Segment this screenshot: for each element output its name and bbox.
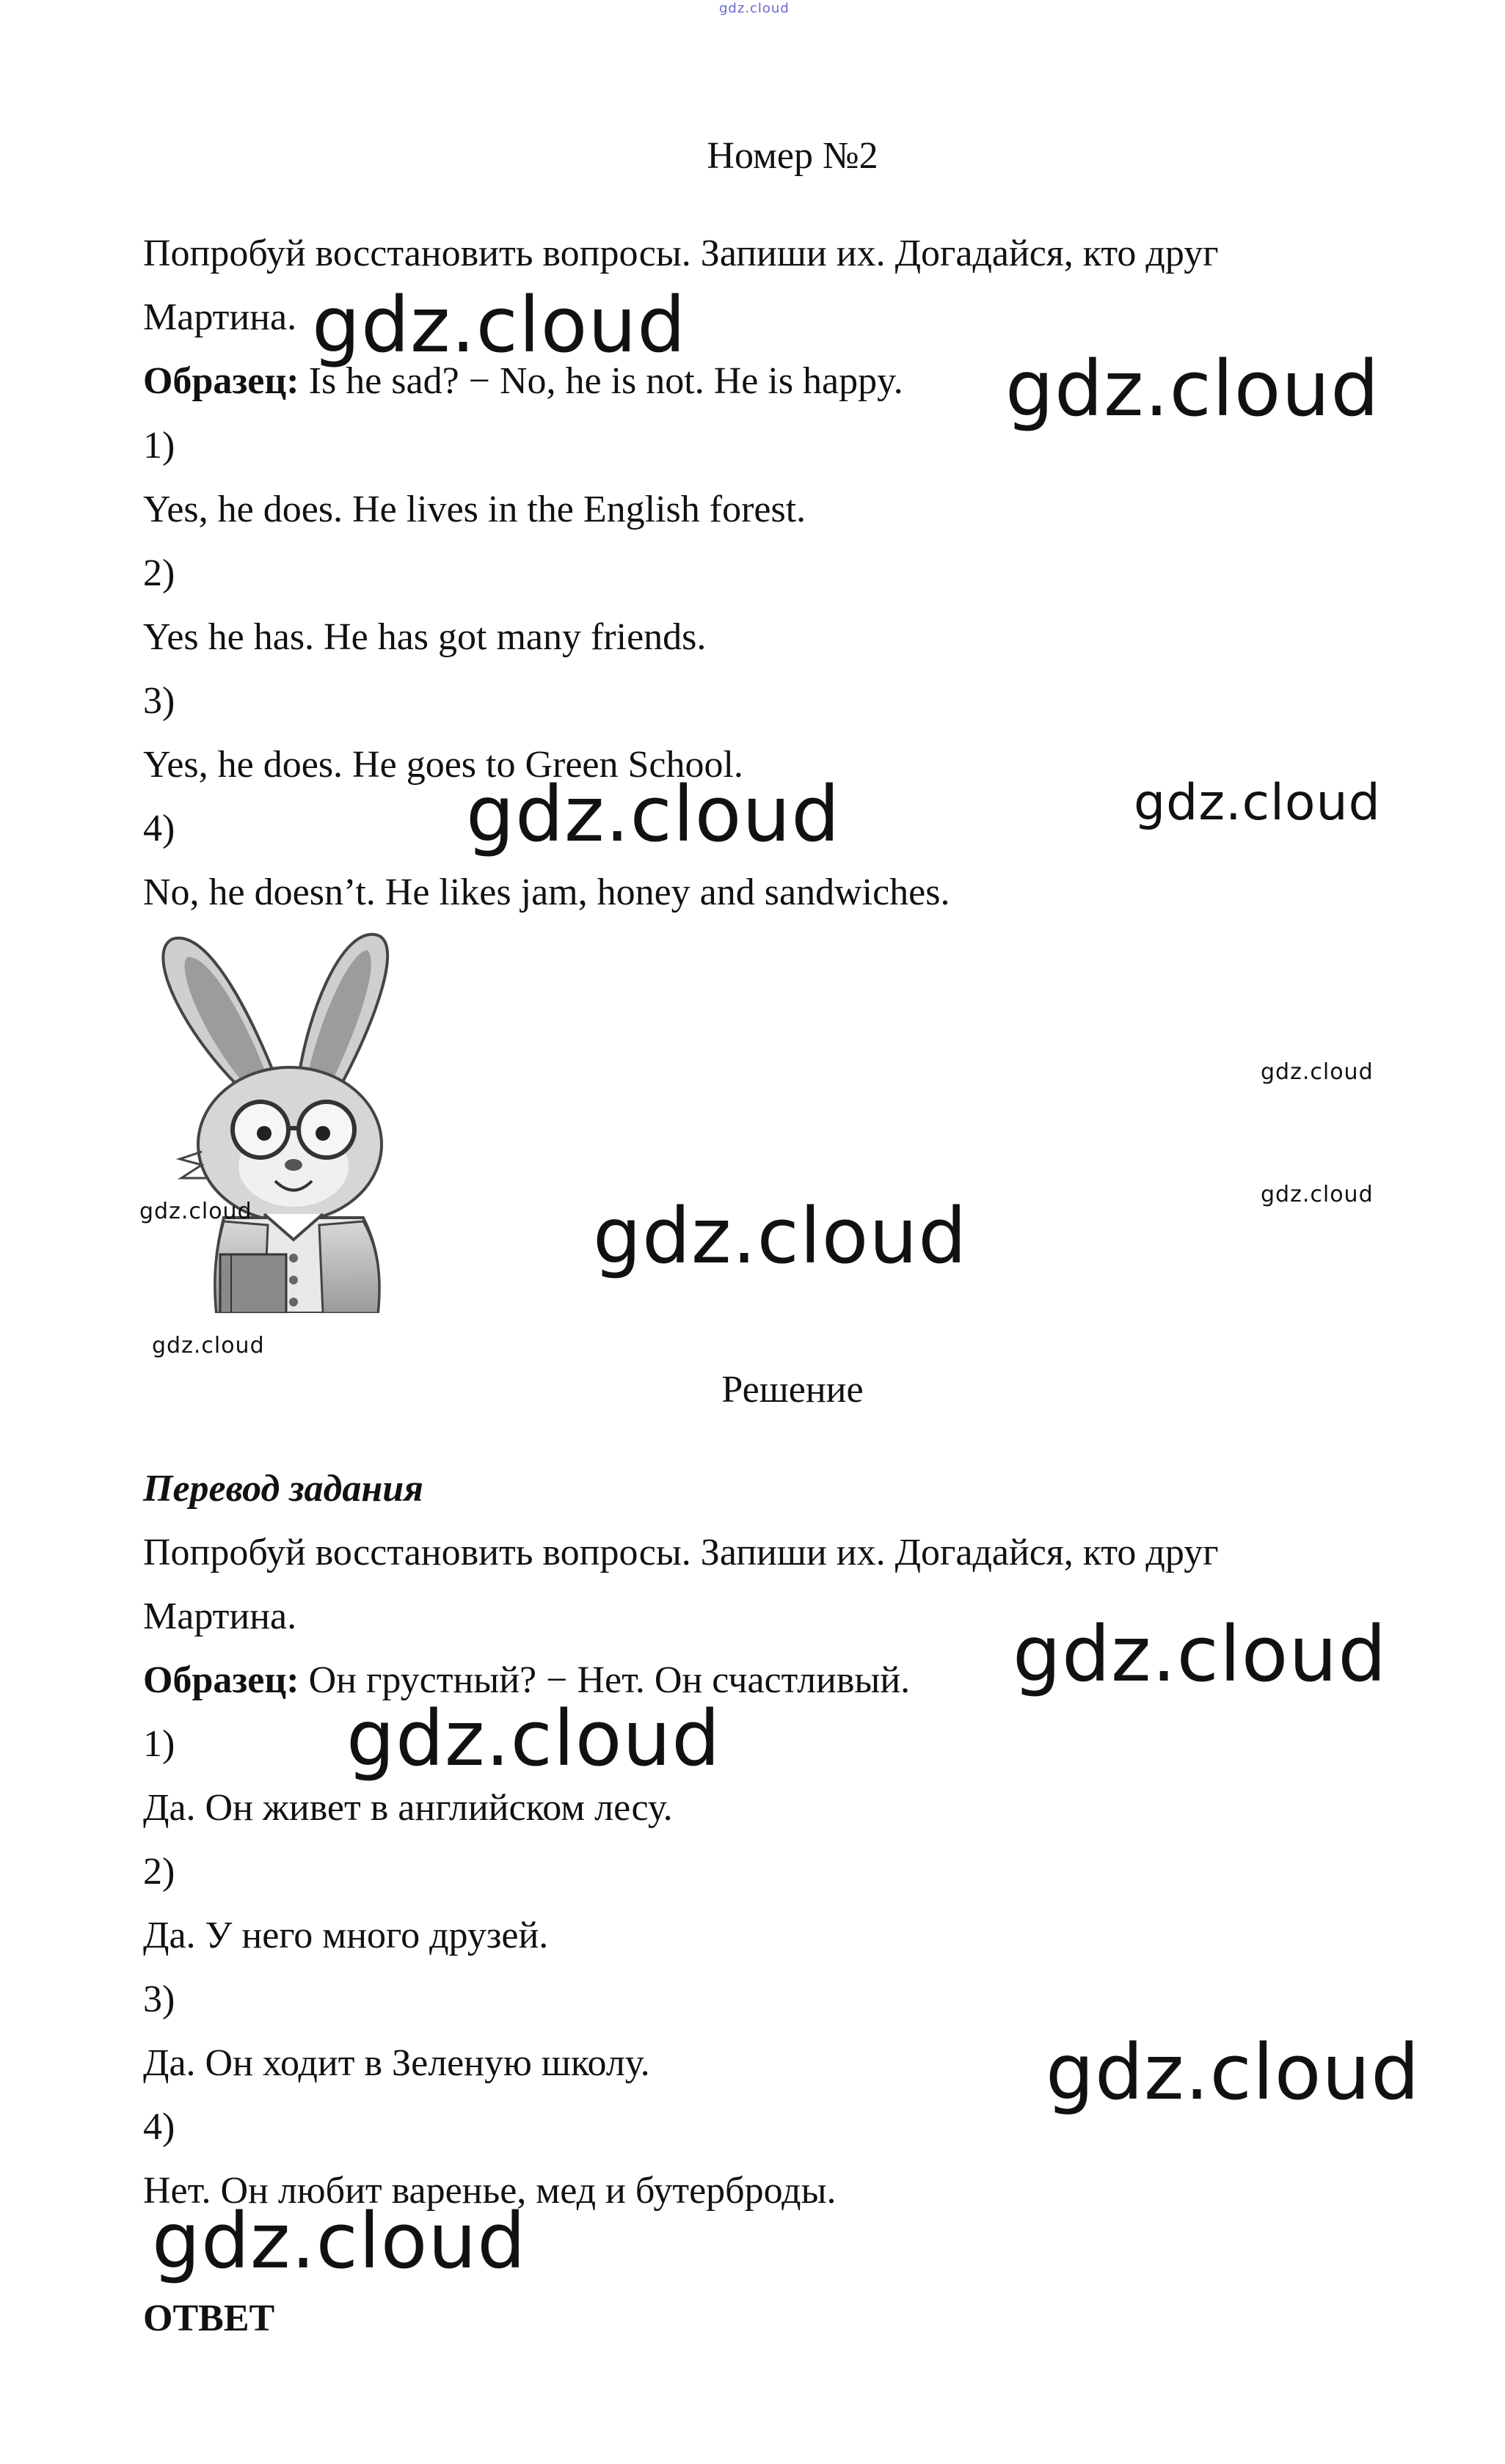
- task-item-number: 1): [143, 425, 175, 467]
- task-item-number: 2): [143, 552, 175, 594]
- watermark: gdz.cloud: [152, 1333, 265, 1359]
- translation-item-number: 4): [143, 2106, 175, 2148]
- translation-item-text: Да. Он живет в английском лесу.: [143, 1787, 673, 1829]
- example-text: Is he sad? − No, he is not. He is happy.: [299, 360, 903, 402]
- watermark: gdz.cloud: [1046, 2028, 1421, 2117]
- watermark: gdz.cloud: [152, 2196, 527, 2286]
- top-watermark: gdz.cloud: [719, 1, 790, 16]
- translation-item-text: Нет. Он любит варенье, мед и бутерброды.: [143, 2170, 837, 2212]
- translation-item-number: 2): [143, 1851, 175, 1893]
- watermark: gdz.cloud: [1261, 1182, 1374, 1207]
- task-item-text: No, he doesn’t. He likes jam, honey and sandwiches.: [143, 871, 950, 913]
- watermark: gdz.cloud: [593, 1191, 968, 1281]
- translation-example-text: Он грустный? − Нет. Он счастливый.: [299, 1659, 911, 1701]
- watermark: gdz.cloud: [1134, 774, 1381, 832]
- translation-instruction-line2: Мартина.: [143, 1595, 297, 1637]
- translation-item-number: 3): [143, 1978, 175, 2020]
- rabbit-illustration: [143, 932, 422, 1313]
- translation-heading: Перевод задания: [143, 1468, 423, 1510]
- example-label: Образец:: [143, 360, 299, 402]
- task-item-number: 3): [143, 680, 175, 722]
- answer-heading: ОТВЕТ: [143, 2297, 275, 2339]
- translation-item-text: Да. У него много друзей.: [143, 1915, 549, 1956]
- translation-item-number: 1): [143, 1723, 175, 1765]
- task-item-number: 4): [143, 808, 175, 849]
- task-item-text: Yes he has. He has got many friends.: [143, 616, 707, 658]
- translation-example-label: Образец:: [143, 1659, 299, 1701]
- watermark: gdz.cloud: [312, 280, 687, 370]
- task-instruction-line2: Мартина.: [143, 296, 297, 338]
- solution-heading: Решение: [721, 1369, 864, 1411]
- translation-item-text: Да. Он ходит в Зеленую школу.: [143, 2042, 650, 2084]
- task-instruction-line1: Попробуй восстановить вопросы. Запиши их. Догадайся, кто друг: [143, 233, 1219, 274]
- watermark: gdz.cloud: [1005, 344, 1380, 434]
- watermark: gdz.cloud: [466, 769, 841, 859]
- watermark: gdz.cloud: [346, 1694, 721, 1783]
- page-title: Номер №2: [707, 135, 878, 177]
- task-item-text: Yes, he does. He goes to Green School.: [143, 744, 743, 786]
- task-item-text: Yes, he does. He lives in the English forest.: [143, 489, 806, 530]
- watermark: gdz.cloud: [1261, 1059, 1374, 1085]
- translation-instruction-line1: Попробуй восстановить вопросы. Запиши их. Догадайся, кто друг: [143, 1532, 1219, 1573]
- watermark: gdz.cloud: [1013, 1609, 1388, 1699]
- watermark: gdz.cloud: [139, 1199, 252, 1224]
